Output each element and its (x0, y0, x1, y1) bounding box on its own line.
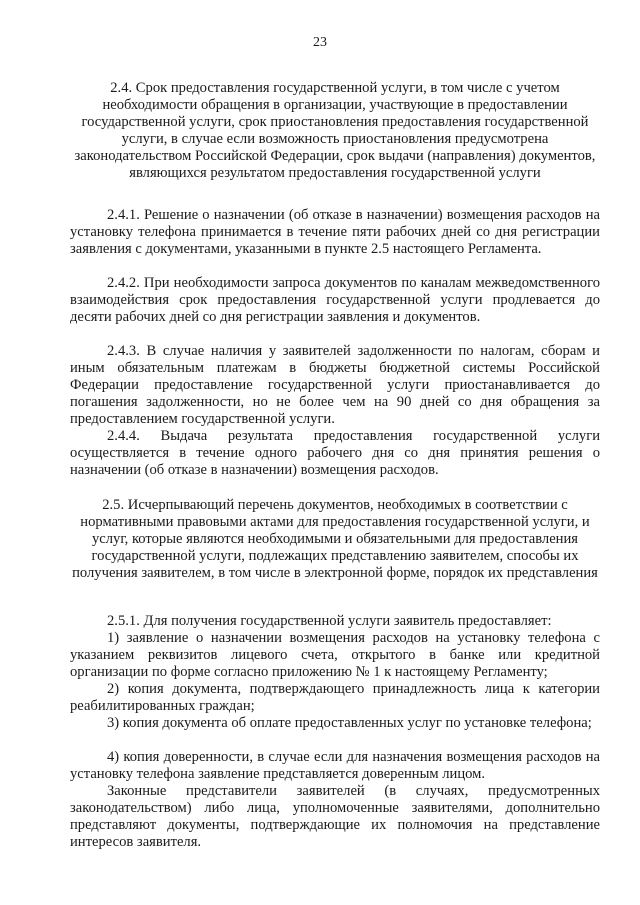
list-item-2: 2) копия документа, подтверждающего принадлежность лица к категории реабилитированных граждан; (70, 681, 600, 714)
paragraph-2-4-4: 2.4.4. Выдача результата предоставления государственной услуги осуществляется в течение одного рабочего дня со дня принятия решения о назначении (об отказе в назначении) возмещения расходов. (70, 428, 600, 478)
paragraph-2-4-1: 2.4.1. Решение о назначении (об отказе в назначении) возмещения расходов на установку телефона принимается в течение пяти рабочих дней со дня регистрации заявления с документами, указанными в пункте 2.5 настоящего Регламента. (70, 207, 600, 257)
paragraph-representatives: Законные представители заявителей (в случаях, предусмотренных законодательством) либо лица, уполномоченные заявителями, дополнительно представляют документы, подтверждающие их полномочия на представление интересов заявителя. (70, 783, 600, 850)
list-item-3: 3) копия документа об оплате предоставленных услуг по установке телефона; (107, 715, 592, 731)
page-number: 23 (313, 35, 327, 50)
paragraph-2-4-3: 2.4.3. В случае наличия у заявителей задолженности по налогам, сборам и иным обязательным платежам в бюджеты бюджетной системы Российской Федерации предоставление государственной услуги приостанавливается до погашения задолженности, но не более чем на 90 дней со дня обращения за предоставлением государственной услуги. (70, 343, 600, 427)
list-item-4: 4) копия доверенности, в случае если для назначения возмещения расходов на установку телефона заявление представляется доверенным лицом. (70, 749, 600, 782)
paragraph-2-5-1: 2.5.1. Для получения государственной услуги заявитель предоставляет: (107, 613, 552, 629)
section-heading-2-4: 2.4. Срок предоставления государственной услуги, в том числе с учетом необходимости обращения в организации, участвующие в предоставлении государственной услуги, срок приостановления предоставления государственной услуги, в случае если возможность приостановления предусмотрена законодательством Российской Федерации, срок выдачи (направления) документов, являющихся результатом предоставления государственной услуги (74, 80, 596, 181)
list-item-1: 1) заявление о назначении возмещения расходов на установку телефона с указанием реквизитов лицевого счета, открытого в банке или кредитной организации по форме согласно приложению № 1 к настоящему Регламенту; (70, 630, 600, 680)
section-heading-2-5: 2.5. Исчерпывающий перечень документов, необходимых в соответствии с нормативными правовыми актами для предоставления государственной услуги, и услуг, которые являются необходимыми и обязательными для предоставления государственной услуги, подлежащих представлению заявителем, способы их получения заявителем, в том числе в электронной форме, порядок их представления (72, 497, 598, 581)
paragraph-2-4-2: 2.4.2. При необходимости запроса документов по каналам межведомственного взаимодействия срок предоставления государственной услуги продлевается до десяти рабочих дней со дня регистрации заявления и документов. (70, 275, 600, 325)
